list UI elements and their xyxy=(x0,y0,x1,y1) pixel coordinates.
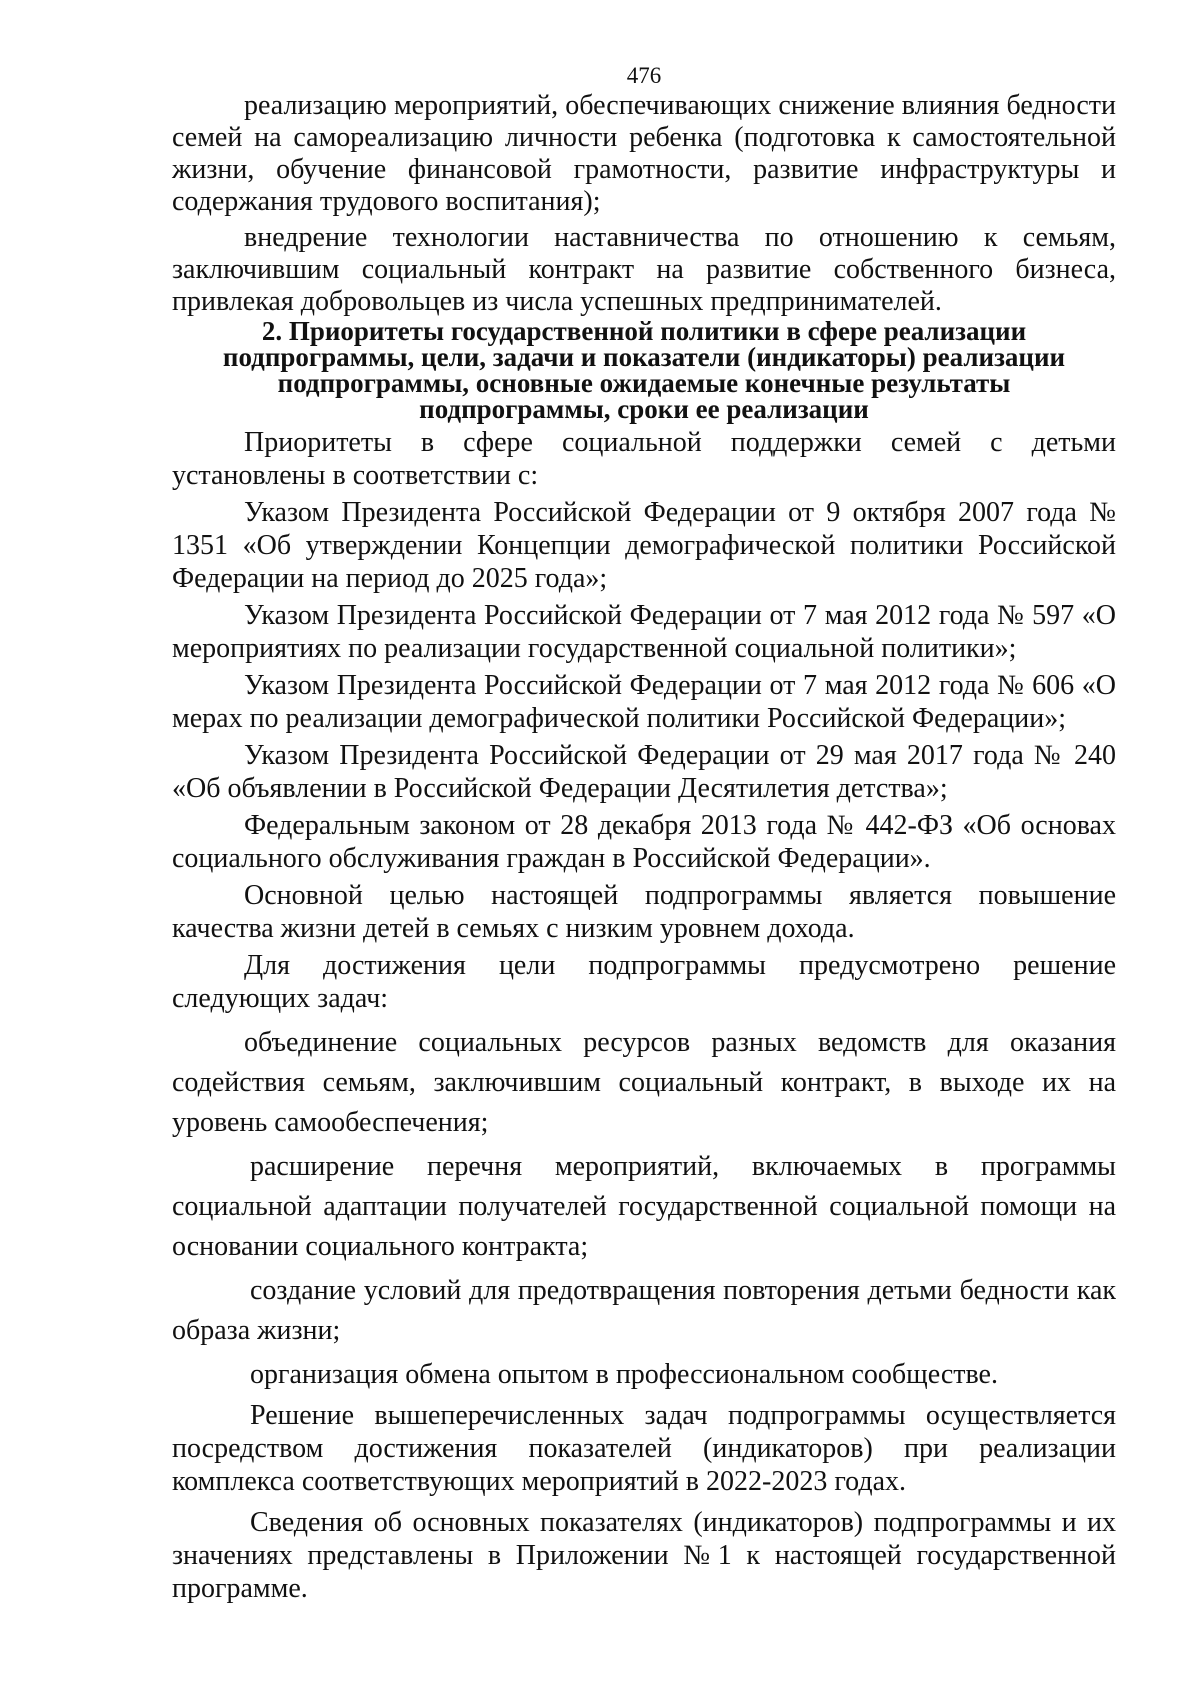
conclusion-block xyxy=(172,1399,1116,1605)
paragraph: Указом Президента Российской Федерации от 29 мая 2017 года № 240 «Об объявлении в Российской Федерации Десятилетия детства»; xyxy=(172,740,1116,804)
tasks-list xyxy=(172,1023,1116,1395)
list-item: создание условий для предотвращения повторения детьми бедности как образа жизни; xyxy=(172,1275,1116,1346)
paragraph: Указом Президента Российской Федерации от 7 мая 2012 года № 606 «О мерах по реализации демографической политики Российской Федерации»; xyxy=(172,670,1116,734)
section-heading: 2. Приоритеты государственной политики в сфере реализации подпрограммы, цели, задачи и показатели (индикаторы) реализации подпрограммы, основные ожидаемые конечные результаты подпрограммы, сроки ее реализации xyxy=(222,316,1066,424)
page-number: 476 xyxy=(626,63,662,88)
paragraph: Решение вышеперечисленных задач подпрограммы осуществляется посредством достижения показателей (индикаторов) при реализации комплекса соответствующих мероприятий в 2022-2023 годах. xyxy=(172,1400,1116,1497)
paragraph: Для достижения цели подпрограммы предусмотрено решение следующих задач: xyxy=(172,950,1116,1014)
paragraph: внедрение технологии наставничества по отношению к семьям, заключившим социальный контракт на развитие собственного бизнеса, привлекая добровольцев из числа успешных предпринимателей. xyxy=(172,222,1116,317)
list-item: объединение социальных ресурсов разных ведомств для оказания содействия семьям, заключившим социальный контракт, в выходе их на уровень самообеспечения; xyxy=(172,1027,1116,1138)
paragraph: Указом Президента Российской Федерации от 9 октября 2007 года № 1351 «Об утверждении Концепции демографической политики Российской Федерации на период до 2025 года»; xyxy=(172,497,1116,594)
list-item: организация обмена опытом в профессиональном сообществе. xyxy=(250,1359,998,1390)
priorities-block xyxy=(172,426,1116,1015)
paragraph: реализацию мероприятий, обеспечивающих снижение влияния бедности семей на самореализацию личности ребенка (подготовка к самостоятельной жизни, обучение финансовой грамотности, развитие инфраструктуры и содержания трудового воспитания); xyxy=(172,90,1116,217)
paragraph: Сведения об основных показателях (индикаторов) подпрограммы и их значениях представлены в Приложении №1 к настоящей государственной программе. xyxy=(172,1507,1116,1604)
intro-block xyxy=(172,90,1116,318)
paragraph: Основной целью настоящей подпрограммы является повышение качества жизни детей в семьях с низким уровнем дохода. xyxy=(172,880,1116,944)
list-item: расширение перечня мероприятий, включаемых в программы социальной адаптации получателей государственной социальной помощи на основании социального контракта; xyxy=(172,1151,1116,1262)
paragraph: Федеральным законом от 28 декабря 2013 года № 442-ФЗ «Об основах социального обслуживания граждан в Российской Федерации». xyxy=(172,810,1116,874)
document-page xyxy=(172,62,1116,1605)
paragraph: Указом Президента Российской Федерации от 7 мая 2012 года № 597 «О мероприятиях по реализации государственной социальной политики»; xyxy=(172,600,1116,664)
paragraph: Приоритеты в сфере социальной поддержки семей с детьми установлены в соответствии с: xyxy=(172,427,1116,491)
